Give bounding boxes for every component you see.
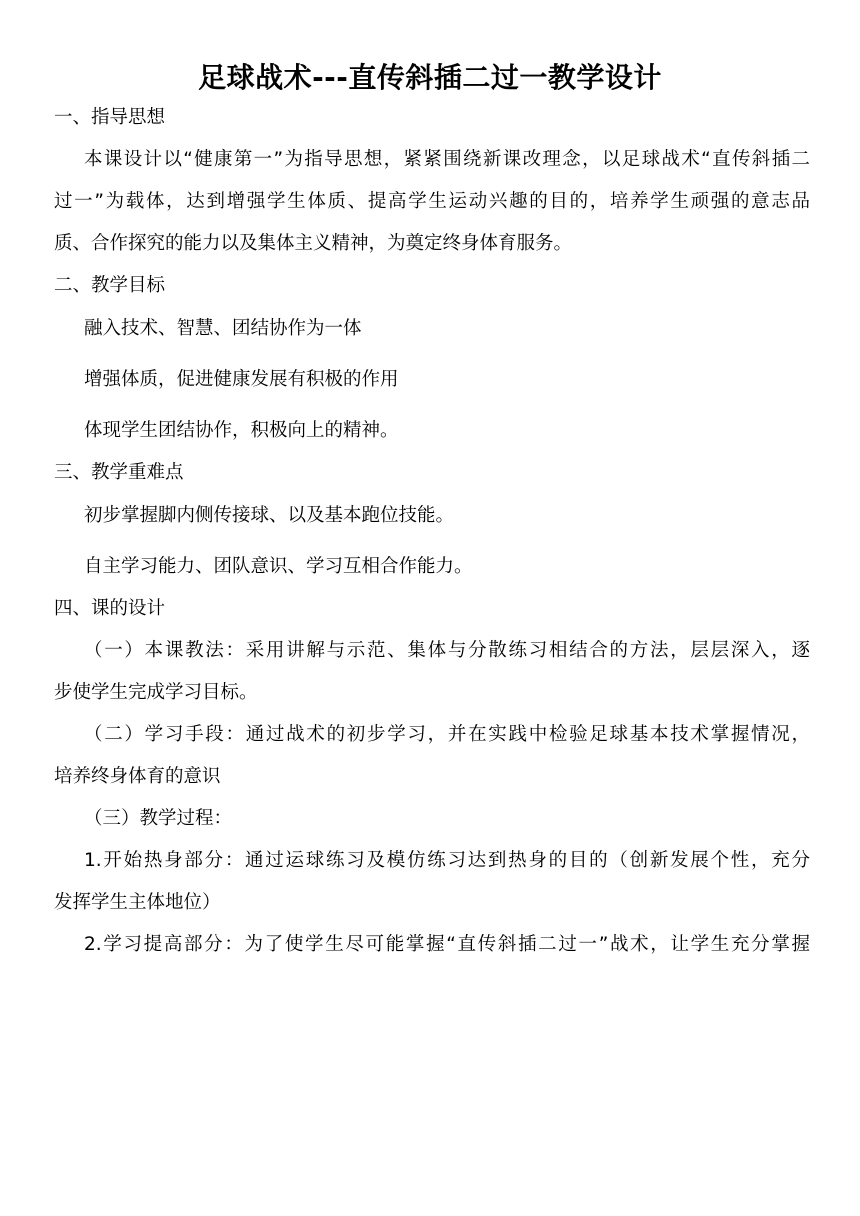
paragraph-line: 发挥学生主体地位） — [54, 892, 221, 913]
goal-item: 增强体质，促进健康发展有积极的作用 — [84, 369, 399, 390]
paragraph-line: 1.开始热身部分：通过运球练习及模仿练习达到热身的目的（创新发展个性，充分 — [84, 850, 810, 871]
goal-item: 体现学生团结协作，积极向上的精神。 — [84, 420, 399, 441]
paragraph-line: 过一”为载体，达到增强学生体质、提高学生运动兴趣的目的，培养学生顽强的意志品 — [54, 191, 810, 212]
paragraph-line: 步使学生完成学习目标。 — [54, 682, 258, 703]
section-heading-goals: 二、教学目标 — [54, 275, 166, 296]
section-heading-design: 四、课的设计 — [54, 598, 166, 619]
paragraph-line: 本课设计以“健康第一”为指导思想，紧紧围绕新课改理念，以足球战术“直传斜插二 — [84, 149, 810, 170]
paragraph-line: （一）本课教法：采用讲解与示范、集体与分散练习相结合的方法，层层深入，逐 — [84, 640, 810, 661]
section-heading-guiding: 一、指导思想 — [54, 107, 166, 128]
key-point-item: 自主学习能力、团队意识、学习互相合作能力。 — [84, 556, 473, 577]
document-title: 足球战术---直传斜插二过一教学设计 — [198, 61, 662, 94]
paragraph-line: 培养终身体育的意识 — [54, 766, 221, 787]
paragraph-line: 2.学习提高部分：为了使学生尽可能掌握“直传斜插二过一”战术，让学生充分掌握 — [84, 934, 810, 955]
paragraph-line: 质、合作探究的能力以及集体主义精神，为奠定终身体育服务。 — [54, 233, 573, 254]
paragraph-line: （二）学习手段：通过战术的初步学习，并在实践中检验足球基本技术掌握情况， — [84, 724, 810, 745]
key-point-item: 初步掌握脚内侧传接球、以及基本跑位技能。 — [84, 505, 455, 526]
goal-item: 融入技术、智慧、团结协作为一体 — [84, 318, 362, 339]
section-heading-key-points: 三、教学重难点 — [54, 462, 184, 483]
process-label: （三）教学过程： — [84, 808, 233, 829]
